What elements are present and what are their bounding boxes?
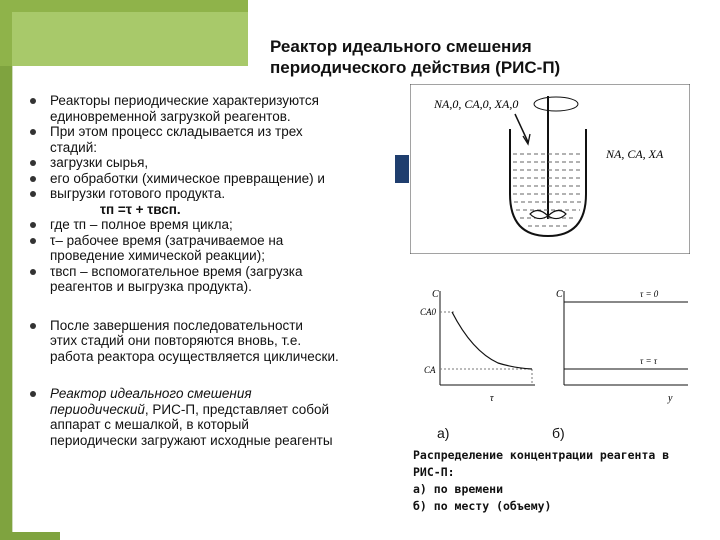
bullet-line: Реакторы периодические характеризуются — [22, 93, 397, 109]
inlet-arrow — [515, 114, 528, 142]
cycle-time-formula: τп =τ + τвсп. — [100, 201, 181, 217]
text-line: реагентов и выгрузка продукта). — [50, 279, 252, 294]
figure-caption — [413, 447, 669, 515]
inlet-label: NA,0, CA,0, XA,0 — [434, 97, 519, 111]
graph-b-y-label: C — [556, 289, 563, 300]
bullet-line: где τп – полное время цикла; — [22, 217, 397, 233]
graph-a-ca0-label: CA0 — [420, 307, 437, 317]
bullet-line: Реактор идеального смешения — [22, 386, 397, 402]
bullet-line: После завершения последовательности — [22, 318, 397, 334]
text-line: периодически загружают исходные реагенты — [50, 432, 333, 448]
text-line: единовременной загрузкой реагентов. — [50, 108, 291, 124]
text-line: проведение химической реакции); — [50, 248, 265, 263]
caption-line: а) по времени — [413, 482, 504, 496]
slide-title: Реактор идеального смешения периодического действия (РИС-П) — [270, 37, 561, 77]
rotation-arrow-icon — [534, 97, 578, 111]
graph-a-y-label: C — [432, 289, 439, 300]
bullet-line: выгрузки готового продукта. — [22, 186, 397, 202]
graph-b-top-label: τ = 0 — [640, 289, 659, 299]
text-rest: , РИС-П, представляет собой — [144, 401, 330, 417]
figure-label-a: а) — [437, 425, 450, 441]
graph-a-ca-label: CA — [424, 365, 436, 375]
graph-b-x-label: y — [668, 393, 673, 404]
text-line: стадий: — [50, 139, 97, 155]
decor-blue-tab — [395, 155, 409, 183]
concentration-decay-curve — [452, 312, 532, 369]
text-line: аппарат с мешалкой, в который — [50, 417, 249, 432]
decor-inner-block — [12, 12, 248, 66]
text-line: этих стадий они повторяются вновь, т.е. — [50, 333, 302, 348]
bullet-list — [22, 93, 397, 448]
text-line: работа реактора осуществляется циклически. — [50, 348, 339, 364]
caption-line: б) по месту (объему) — [413, 499, 552, 513]
bullet-line: При этом процесс складывается из трех — [22, 124, 397, 140]
caption-line: РИС-П: — [413, 465, 455, 479]
graph-volume — [548, 285, 698, 405]
graph-time — [410, 285, 540, 405]
graph-a-x-label: τ — [490, 393, 494, 404]
bullet-line: τвсп – вспомогательное время (загрузка — [22, 264, 397, 280]
bullet-line: τ– рабочее время (затрачиваемое на — [22, 233, 397, 249]
text-line — [22, 402, 397, 418]
italic-term: периодический — [50, 401, 145, 417]
figure-label-b: б) — [552, 425, 565, 441]
content-label: NA, CA, XA — [606, 147, 664, 161]
graph-b-bottom-label: τ = τ — [640, 356, 658, 366]
reactor-diagram — [410, 84, 690, 254]
bullet-line: загрузки сырья, — [22, 155, 397, 171]
caption-line: Распределение концентрации реагента в — [413, 448, 670, 462]
bullet-line: его обработки (химическое превращение) и — [22, 171, 397, 187]
